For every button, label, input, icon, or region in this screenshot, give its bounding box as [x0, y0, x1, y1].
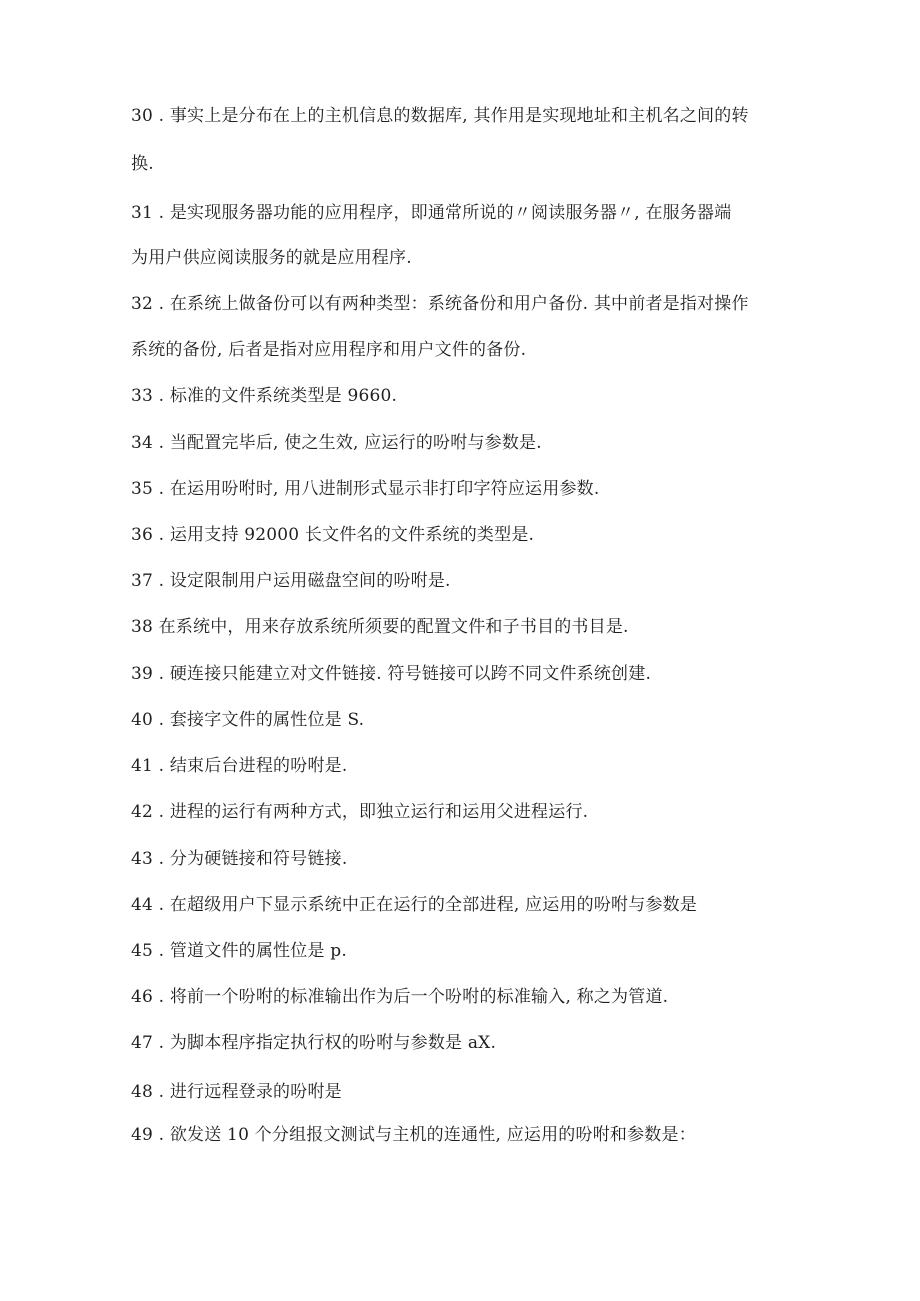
text-line-41: 41 . 结束后台进程的吩咐是.	[131, 756, 348, 776]
text-line-34: 34 . 当配置完毕后, 使之生效, 应运行的吩咐与参数是.	[131, 433, 542, 453]
text-line-45: 45 . 管道文件的属性位是 p.	[131, 941, 347, 961]
text-line-48: 48 . 进行远程登录的吩咐是	[131, 1082, 342, 1102]
text-line-36: 36 . 运用支持 92000 长文件名的文件系统的类型是.	[131, 525, 535, 545]
text-line-44: 44 . 在超级用户下显示系统中正在运行的全部进程, 应运用的吩咐与参数是	[131, 895, 698, 915]
text-line-40: 40 . 套接字文件的属性位是 S.	[131, 710, 365, 730]
text-line-46: 46 . 将前一个吩咐的标准输出作为后一个吩咐的标准输入, 称之为管道.	[131, 987, 669, 1007]
text-line-37: 37 . 设定限制用户运用磁盘空间的吩咐是.	[131, 571, 451, 591]
text-line-30a: 30 . 事实上是分布在上的主机信息的数据库, 其作用是实现地址和主机名之间的转	[131, 106, 749, 126]
text-line-32a: 32 . 在系统上做备份可以有两种类型：系统备份和用户备份. 其中前者是指对操作	[131, 294, 749, 314]
text-line-39: 39 . 硬连接只能建立对文件链接. 符号链接可以跨不同文件系统创建.	[131, 664, 652, 684]
text-line-33: 33 . 标准的文件系统类型是 9660.	[131, 386, 398, 406]
text-line-47: 47 . 为脚本程序指定执行权的吩咐与参数是 aX.	[131, 1033, 497, 1053]
text-line-49: 49 . 欲发送 10 个分组报文测试与主机的连通性, 应运用的吩咐和参数是：	[131, 1125, 696, 1145]
text-line-43: 43 . 分为硬链接和符号链接.	[131, 849, 348, 869]
text-line-30b: 换.	[131, 154, 154, 174]
text-line-38: 38 在系统中，用来存放系统所须要的配置文件和子书目的书目是.	[131, 617, 629, 637]
text-line-31a: 31 . 是实现服务器功能的应用程序，即通常所说的〃阅读服务器〃, 在服务器端	[131, 203, 732, 223]
text-line-35: 35 . 在运用吩咐时, 用八进制形式显示非打印字符应运用参数.	[131, 479, 600, 499]
text-line-42: 42 . 进程的运行有两种方式，即独立运行和运用父进程运行.	[131, 802, 589, 822]
text-line-32b: 系统的备份, 后者是指对应用程序和用户文件的备份.	[131, 340, 527, 360]
text-line-31b: 为用户供应阅读服务的就是应用程序.	[131, 248, 412, 268]
